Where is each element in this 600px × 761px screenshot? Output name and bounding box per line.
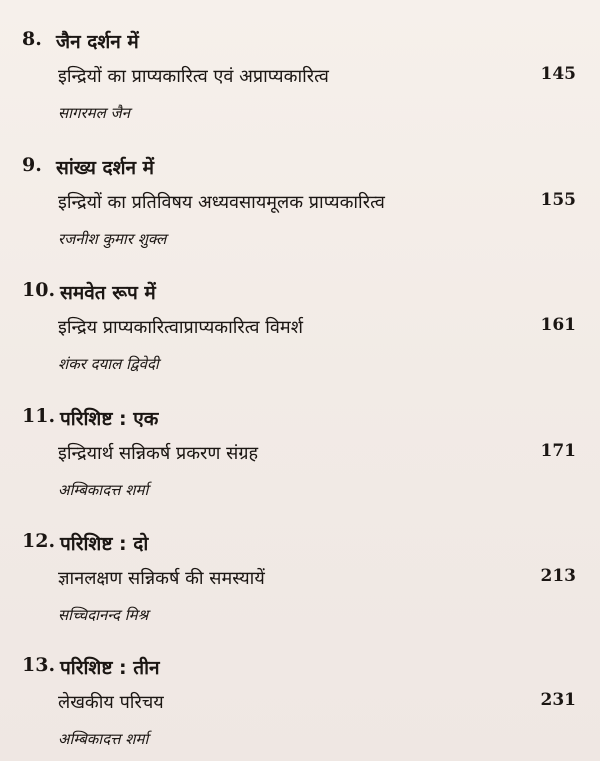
- page-number: 155: [540, 190, 576, 210]
- author-name: अम्बिकादत्त शर्मा: [58, 730, 149, 748]
- entry-number: 12.: [22, 530, 56, 552]
- section-heading: परिशिष्ट : एक: [60, 408, 159, 430]
- chapter-title: लेखकीय परिचय: [58, 692, 164, 713]
- chapter-title: इन्द्रिय प्राप्यकारित्वाप्राप्यकारित्व विमर्श: [58, 317, 303, 338]
- page-number: 145: [540, 64, 576, 84]
- author-name: अम्बिकादत्त शर्मा: [58, 481, 149, 499]
- entry-number: 9.: [22, 154, 42, 176]
- entry-number: 10.: [22, 279, 56, 301]
- page-number: 213: [540, 566, 576, 586]
- author-name: रजनीश कुमार शुक्ल: [58, 230, 167, 248]
- author-name: सागरमल जैन: [58, 104, 130, 122]
- section-heading: परिशिष्ट : दो: [60, 533, 149, 555]
- chapter-title: इन्द्रियों का प्रतिविषय अध्यवसायमूलक प्राप्यकारित्व: [58, 192, 385, 213]
- section-heading: जैन दर्शन में: [56, 31, 139, 53]
- chapter-title: ज्ञानलक्षण सन्निकर्ष की समस्यायें: [58, 568, 265, 589]
- page-number: 171: [540, 441, 576, 461]
- entry-number: 13.: [22, 654, 56, 676]
- author-name: सच्चिदानन्द मिश्र: [58, 606, 149, 624]
- page-number: 231: [540, 690, 576, 710]
- page-number: 161: [540, 315, 576, 335]
- author-name: शंकर दयाल द्विवेदी: [58, 355, 159, 373]
- section-heading: परिशिष्ट : तीन: [60, 657, 160, 679]
- chapter-title: इन्द्रियार्थ सन्निकर्ष प्रकरण संग्रह: [58, 443, 259, 464]
- entry-number: 11.: [22, 405, 56, 427]
- entry-number: 8.: [22, 28, 42, 50]
- section-heading: सांख्य दर्शन में: [56, 157, 155, 179]
- section-heading: समवेत रूप में: [60, 282, 156, 304]
- chapter-title: इन्द्रियों का प्राप्यकारित्व एवं अप्राप्यकारित्व: [58, 66, 329, 87]
